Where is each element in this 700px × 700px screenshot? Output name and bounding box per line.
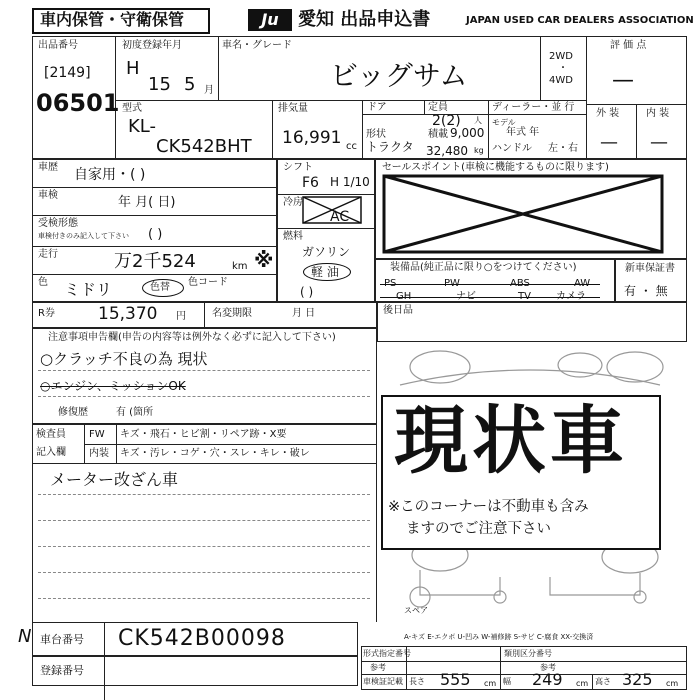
equipment-item-abs: ABS [510,278,530,289]
load-label: 積載 [428,129,448,140]
displacement-unit: cc [346,141,357,152]
repair-value: 有 (箇所 [116,407,154,418]
fw-items: キズ・飛石・ヒビ割・リペア跡・X要 [120,429,287,440]
shift-ratio: H 1/10 [330,175,370,189]
sales-point-crossout-icon [382,174,664,254]
color-code-label: 色コード [188,277,228,288]
post-date-box [377,302,687,342]
name-change-value: 月 日 [292,308,316,319]
status-stamp: 現状車 [394,398,628,484]
aircon-label: 冷房 [283,197,303,208]
exterior-label: 外 装 [596,108,620,119]
margin-mark: N [18,626,32,647]
equipment-item-aw: AW [574,278,591,289]
reference-label-1: 参考 [370,663,386,672]
equipment-item-camera: カメラ [556,291,586,302]
mileage-unit: km [232,261,248,272]
name-change-label: 名変期限 [212,308,252,319]
equipment-item-pw: PW [444,278,460,289]
type-code: CK542BHT [156,136,252,157]
color-label: 色 [38,277,48,288]
model-year-label: モデル [492,118,516,127]
width-label: 幅 [503,677,511,686]
fuel-light-oil: 軽 油 [311,265,339,279]
spare-label: スペア [404,606,428,615]
interior-inspect-items: キズ・汚レ・コゲ・穴・スレ・キレ・破レ [120,448,310,459]
fuel-gasoline: ガソリン [302,245,351,259]
exterior-score: — [600,132,618,153]
registration-label: 初度登録年月 [122,40,182,51]
height-value: 325 [622,670,653,689]
top-grid [32,36,687,159]
drive-2wd: 2WD [549,51,573,62]
model-name-label: 車名・グレード [222,40,292,51]
notes-line1: ○クラッチ不良の為 現状 [40,350,208,368]
body-type-value: トラクタ [366,140,414,154]
remark-value: メーター改ざん車 [50,470,179,489]
history-value: 自家用・( ) [74,167,146,183]
equipment-item-gh: GH [396,291,412,302]
fuel-label: 燃料 [283,231,303,242]
stamp-note-2: ますのでご注意下さい [406,521,551,537]
chassis-label: 車台番号 [40,633,84,646]
notes-line2: ○エンジン、ミッションOK [40,379,186,393]
color-value: ミドリ [64,280,113,299]
reg-number-label: 登録番号 [40,664,84,677]
damage-legend: A-キズ E-エクボ U-凹み W-補修跡 S-サビ C-腐食 XX-交換済 [404,633,594,641]
model-name-value: ビッグサム [330,59,468,92]
interior-score: — [650,132,668,153]
association-name: JAPAN USED CAR DEALERS ASSOCIATION [466,15,694,26]
registration-year: 15 [148,74,171,95]
interior-label: 内 装 [646,108,670,119]
model-year-suffix: 年式 年 [506,127,540,138]
doors-label: ドア [367,102,387,113]
type-label: 型式 [122,103,142,114]
warranty-label: 新車保証書 [625,263,675,274]
equipment-item-navi: ナビ [456,291,476,302]
chassis-value: CK542B00098 [118,626,286,651]
fuel-other: ( ) [300,285,314,299]
lot-code: [2149] [44,65,91,81]
displacement-value: 16,991 [282,128,342,148]
load-value: 9,000 [450,126,485,140]
inspection-label: 車検 [38,190,58,201]
designation-label: 形式指定番号 [363,649,411,658]
interior-inspect-label: 内装 [89,448,109,459]
ju-logo-icon [248,9,292,31]
inspector-label-1: 検査員 [36,429,66,440]
repair-label: 修復歴 [58,407,88,418]
evaluation-score: — [612,68,634,93]
cert-label: 車検証記載 [363,677,403,686]
drive-4wd: 4WD [549,75,573,86]
mileage-value: 万2千524 [114,251,196,272]
color-change-label: 色替 [150,282,170,293]
registration-month-unit: 月 [204,85,214,96]
post-date-label: 後日品 [383,305,413,316]
shift-value: F6 [302,175,319,191]
tire-icon [410,351,470,383]
acceptance-note: 車検付きのみ記入して下さい [38,232,129,240]
stamp-note-1: ※このコーナーは不動車も含み [388,499,589,515]
capacity-label: 定員 [428,102,448,113]
height-label: 高さ [595,677,611,686]
displacement-label: 排気量 [278,103,308,114]
shift-label: シフト [283,162,313,173]
equipment-item-tv: TV [518,291,531,302]
history-label: 車歴 [38,162,58,173]
length-unit: cm [484,679,497,688]
gvw-value: 32,480 [426,144,468,158]
capacity-value: 2(2) [432,113,461,129]
acceptance-label: 受検形態 [38,218,78,229]
aircon-value: AC [330,209,350,225]
capacity-unit: 人 [474,116,482,125]
length-value: 555 [440,670,471,689]
mileage-mark: ※ [254,248,274,272]
equipment-label: 装備品(純正品に限り○をつけてください) [390,262,577,273]
ju-logo-mark: Ju [261,10,279,29]
form-title: 愛知 出品申込書 [298,9,431,30]
registration-era: H [126,58,140,79]
sales-point-label: セールスポイント(車検に機能するものに限ります) [382,162,609,173]
width-value: 249 [532,670,563,689]
type-prefix: KL- [128,116,157,137]
notes-label: 注意事項申告欄(申告の内容等は例外なく必ずに記入して下さい) [48,332,336,343]
lot-label: 出品番号 [38,40,78,51]
dealer-label: ディーラー・並 行 [492,102,575,113]
height-unit: cm [666,679,679,688]
title-badge-text: 車内保管・守衛保管 [40,10,185,29]
reference-label-2: 参考 [540,663,556,672]
fw-label: FW [89,429,105,440]
registration-month: 5 [184,74,196,95]
equipment-item-ps: PS [384,278,397,289]
handle-label: ハンドル [492,143,532,154]
load-unit: kg [474,146,484,155]
aircon-crossout-icon [302,196,362,224]
inspector-label-2: 記入欄 [36,447,66,458]
width-unit: cm [576,679,589,688]
category-label: 類別区分番号 [504,649,552,658]
lot-number: 06501 [36,89,120,117]
warranty-value: 有 ・ 無 [624,284,668,298]
drive-dot: ・ [558,63,568,74]
tire-icon [607,352,663,382]
recycle-unit: 円 [176,311,186,322]
recycle-value: 15,370 [98,304,158,324]
body-type-label: 形状 [366,129,386,140]
handle-options: 左・右 [548,143,578,154]
inspection-value: 年 月( 日) [118,195,176,210]
evaluation-label: 評 価 点 [610,40,647,51]
recycle-label: R券 [38,308,55,319]
acceptance-value: ( ) [148,227,163,242]
length-label: 長さ [409,677,425,686]
mileage-label: 走行 [38,249,58,260]
